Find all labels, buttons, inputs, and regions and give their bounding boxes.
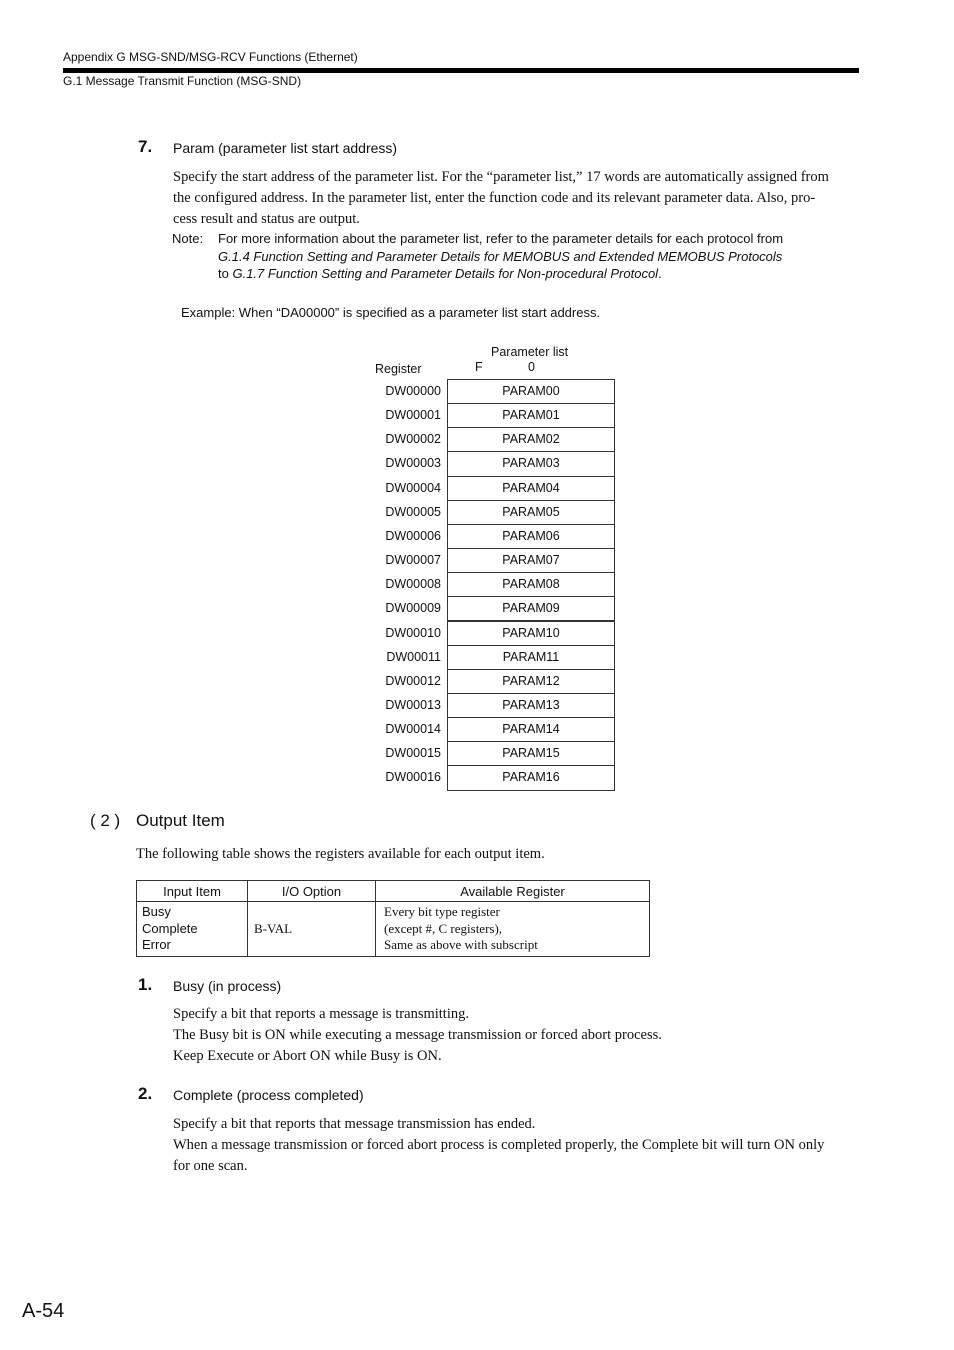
register-address: DW00001 bbox=[385, 408, 441, 423]
parameter-cell: PARAM08 bbox=[447, 572, 615, 597]
parameter-cell: PARAM01 bbox=[447, 403, 615, 428]
register-address: DW00015 bbox=[385, 746, 441, 761]
section-intro: The following table shows the registers available for each output item. bbox=[136, 846, 545, 862]
register-address: DW00010 bbox=[385, 625, 441, 640]
register-address: DW00012 bbox=[385, 673, 441, 688]
register-address: DW00002 bbox=[385, 432, 441, 447]
output-item: Error bbox=[142, 937, 171, 953]
bit-high-label: F bbox=[475, 360, 483, 374]
parameter-cell: PARAM04 bbox=[447, 476, 615, 501]
item-1-title: Busy (in process) bbox=[173, 978, 282, 994]
item-7-line: Specify the start address of the parameter list. For the “parameter list,” 17 words are automatically assigned from bbox=[173, 169, 829, 185]
item-7-title: Param (parameter list start address) bbox=[173, 140, 398, 156]
register-address: DW00011 bbox=[386, 649, 441, 664]
register-address: DW00014 bbox=[385, 722, 441, 737]
header-rule bbox=[63, 68, 859, 73]
parameter-cell: PARAM03 bbox=[447, 451, 615, 476]
parameter-cell: PARAM14 bbox=[447, 717, 615, 742]
item-2-line: Specify a bit that reports that message transmission has ended. bbox=[173, 1116, 536, 1132]
item-2-number: 2. bbox=[138, 1084, 153, 1103]
parameter-cell: PARAM15 bbox=[447, 741, 615, 766]
parameter-cell: PARAM09 bbox=[447, 596, 615, 621]
item-1-line: The Busy bit is ON while executing a message transmission or forced abort process. bbox=[173, 1027, 662, 1043]
register-address: DW00013 bbox=[385, 697, 441, 712]
table-row bbox=[137, 902, 650, 957]
table-header: I/O Option bbox=[248, 881, 376, 902]
table-cell-io-option: B-VAL bbox=[248, 902, 376, 957]
note-to: to bbox=[218, 266, 229, 281]
register-address: DW00006 bbox=[385, 528, 441, 543]
register-address: DW00009 bbox=[385, 601, 441, 616]
item-2-title: Complete (process completed) bbox=[173, 1087, 364, 1103]
item-1-line: Specify a bit that reports a message is transmitting. bbox=[173, 1006, 469, 1022]
parameter-cell: PARAM16 bbox=[447, 765, 615, 790]
parameter-cell: PARAM10 bbox=[447, 621, 615, 646]
bit-low-label: 0 bbox=[528, 360, 535, 374]
item-7-number: 7. bbox=[138, 137, 153, 156]
item-1-number: 1. bbox=[138, 975, 153, 994]
register-line: Same as above with subscript bbox=[384, 937, 538, 953]
page-number: A-54 bbox=[22, 1300, 65, 1322]
output-item-table bbox=[136, 880, 650, 957]
register-address: DW00016 bbox=[385, 770, 441, 785]
item-7-paragraph bbox=[173, 167, 863, 230]
parameter-cell: PARAM07 bbox=[447, 548, 615, 573]
table-header: Input Item bbox=[137, 881, 248, 902]
item-1-line: Keep Execute or Abort ON while Busy is ON. bbox=[173, 1048, 442, 1064]
section-title: Output Item bbox=[136, 811, 225, 830]
register-address: DW00000 bbox=[385, 384, 441, 398]
table-header: Available Register bbox=[376, 881, 650, 902]
table-cell-items bbox=[137, 902, 248, 957]
item-2-line: When a message transmission or forced abort process is completed properly, the Complete bit will turn ON only bbox=[173, 1137, 825, 1153]
table-cell-registers bbox=[376, 902, 650, 957]
register-address: DW00004 bbox=[385, 480, 441, 495]
parameter-cell: PARAM13 bbox=[447, 693, 615, 718]
output-item: Complete bbox=[142, 920, 198, 936]
item-7-line: cess result and status are output. bbox=[173, 211, 360, 227]
item-2-line: for one scan. bbox=[173, 1158, 248, 1174]
running-header-chapter: Appendix G MSG-SND/MSG-RCV Functions (Ethernet) bbox=[63, 50, 358, 64]
parameter-cell: PARAM05 bbox=[447, 500, 615, 525]
parameter-cell: PARAM00 bbox=[447, 379, 615, 404]
note-period: . bbox=[658, 266, 662, 281]
example-text: Example: When “DA00000” is specified as a parameter list start address. bbox=[181, 305, 601, 320]
note-line: For more information about the parameter list, refer to the parameter details for each protocol from bbox=[218, 231, 784, 246]
section-marker: ( 2 ) bbox=[90, 811, 121, 830]
register-address: DW00007 bbox=[385, 553, 441, 568]
parameter-cell: PARAM11 bbox=[447, 645, 615, 670]
note-label: Note: bbox=[172, 231, 204, 246]
note-line-last bbox=[218, 265, 858, 283]
table-header-row bbox=[137, 881, 650, 902]
parameter-cell: PARAM02 bbox=[447, 427, 615, 452]
register-address: DW00008 bbox=[385, 577, 441, 592]
register-address: DW00003 bbox=[385, 456, 441, 471]
note-reference: G.1.7 Function Setting and Parameter Details for Non-procedural Protocol bbox=[232, 266, 659, 281]
diagram-caption: Parameter list bbox=[491, 345, 569, 359]
item-7-line: the configured address. In the parameter list, enter the function code and its relevant parameter data. Also, pro- bbox=[173, 190, 816, 206]
item-1-paragraph bbox=[173, 1004, 863, 1067]
running-header-section: G.1 Message Transmit Function (MSG-SND) bbox=[63, 74, 302, 88]
register-line: (except #, C registers), bbox=[384, 920, 503, 936]
parameter-cell: PARAM06 bbox=[447, 524, 615, 549]
note-reference: G.1.4 Function Setting and Parameter Details for MEMOBUS and Extended MEMOBUS Protocols bbox=[218, 248, 783, 264]
parameter-cell: PARAM12 bbox=[447, 669, 615, 694]
register-line: Every bit type register bbox=[384, 904, 500, 920]
register-header: Register bbox=[375, 362, 422, 376]
register-address: DW00005 bbox=[385, 504, 441, 519]
item-2-paragraph bbox=[173, 1114, 863, 1177]
output-item: Busy bbox=[142, 904, 171, 920]
note-body bbox=[218, 230, 858, 283]
